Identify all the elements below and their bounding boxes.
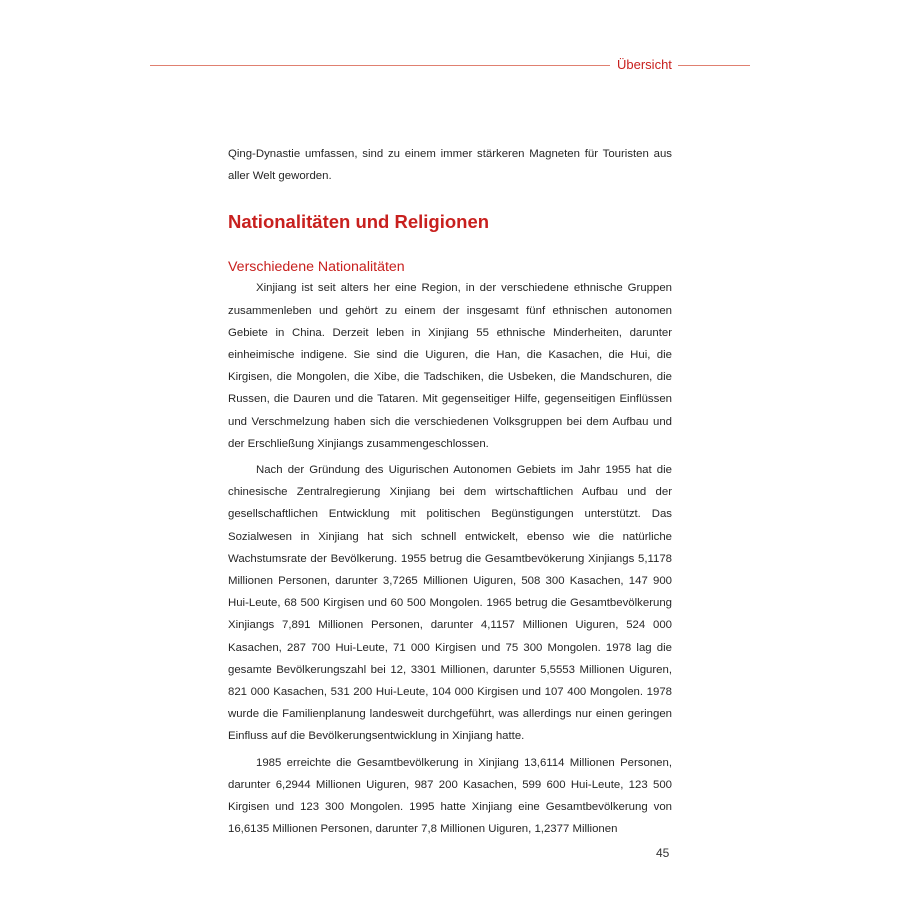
running-header-title: Übersicht (617, 57, 672, 72)
body-paragraph-2: Nach der Gründung des Uigurischen Autonomen Gebiets im Jahr 1955 hat die chinesische Zentralregierung Xinjiang bei dem wirtschaftlichen Aufbau und der gesellschaftlichen Entwicklung mit politischen Begünstigungen unterstützt. Das Sozialwesen in Xinjiang hat sich schnell entwickelt, ebenso wie die natürliche Wachstumsrate der Bevölkerung. 1955 betrug die Gesamtbevökerung Xinjiangs 5,1178 Millionen Personen, darunter 3,7265 Millionen Uiguren, 508 300 Kasachen, 147 900 Hui-Leute, 68 500 Kirgisen und 60 500 Mongolen. 1965 betrug die Gesamtbevölkerung Xinjiangs 7,891 Millionen Personen, darunter 4,1157 Millionen Uiguren, 524 000 Kasachen, 287 700 Hui-Leute, 71 000 Kirgisen und 75 300 Mongolen. 1978 lag die gesamte Bevölkerungszahl bei 12, 3301 Millionen, darunter 5,5553 Millionen Uiguren, 821 000 Kasachen, 531 200 Hui-Leute, 104 000 Kirgisen und 107 400 Mongolen. 1978 wurde die Familienplanung landesweit durchgeführt, was allerdings nur einen geringen Einfluss auf die Bevölkerungsentwicklung in Xinjiang hatte. (228, 464, 672, 743)
body-paragraph-3: 1985 erreichte die Gesamtbevölkerung in Xinjiang 13,6114 Millionen Personen, darunter 6,2944 Millionen Uiguren, 987 200 Kasachen, 599 600 Hui-Leute, 123 500 Kirgisen und 123 300 Mongolen. 1995 hatte Xinjiang eine Gesamtbevölkerung von 16,6135 Millionen Personen, darunter 7,8 Millionen Uiguren, 1,2377 Millionen (228, 756, 672, 836)
page-body (228, 143, 672, 840)
section-heading: Nationalitäten und Religionen (228, 211, 490, 233)
page-number: 45 (656, 846, 670, 860)
subsection-heading: Verschiedene Nationalitäten (228, 259, 405, 276)
header-rule-left (150, 65, 610, 66)
intro-paragraph: Qing-Dynastie umfassen, sind zu einem immer stärkeren Magneten für Touristen aus aller Welt geworden. (228, 148, 672, 183)
body-paragraph-1: Xinjiang ist seit alters her eine Region, in der verschiedene ethnische Gruppen zusammenleben und gehört zu einem der insgesamt fünf ethnischen autonomen Gebiete in China. Derzeit leben in Xinjiang 55 ethnische Minderheiten, darunter einheimische indigene. Sie sind die Uiguren, die Han, die Kasachen, die Hui, die Kirgisen, die Mongolen, die Xibe, die Tadschiken, die Usbeken, die Mandschuren, die Russen, die Dauren und die Tataren. Mit gegenseitiger Hilfe, gegenseitigen Einflüssen und Verschmelzung haben sich die verschiedenen Volksgruppen bei dem Aufbau und der Erschließung Xinjiangs zusammengeschlossen. (228, 282, 672, 450)
header-rule-right (678, 65, 750, 66)
